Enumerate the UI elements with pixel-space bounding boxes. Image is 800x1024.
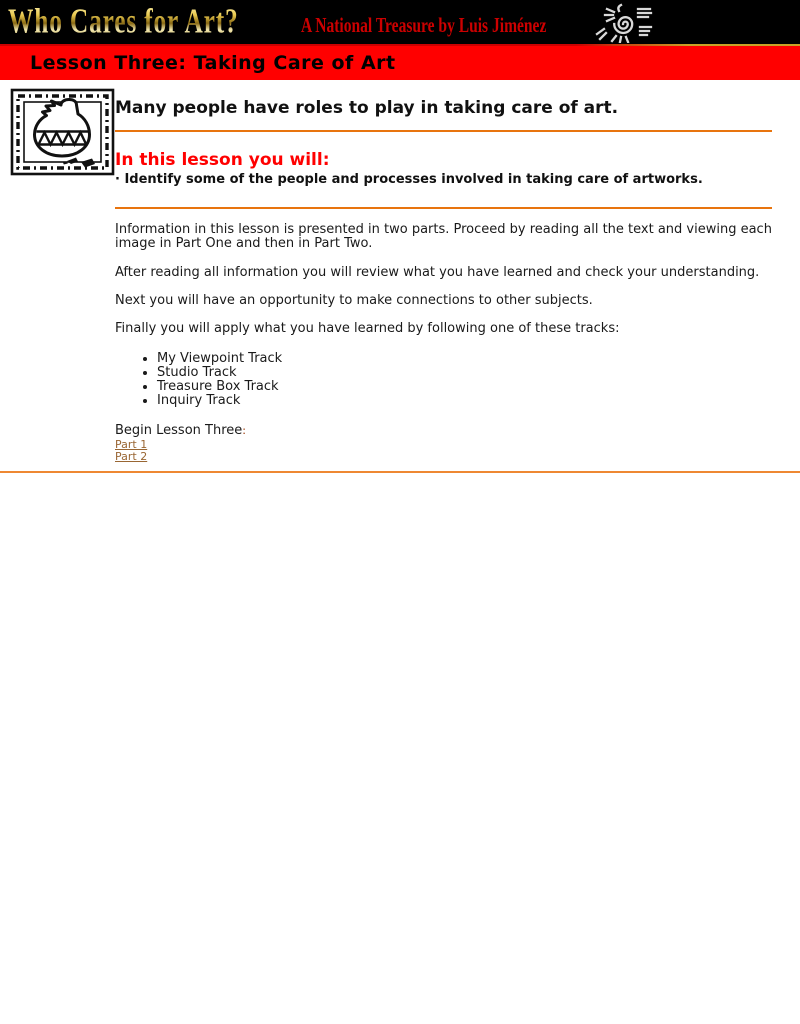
paragraph-parts-info: Information in this lesson is presented in two parts. Proceed by reading all the text and viewing each image in Part One and then in Part Two. bbox=[115, 222, 772, 252]
list-item-studio-track: • Studio Track bbox=[157, 366, 772, 380]
lesson-title-bar bbox=[0, 46, 800, 80]
orange-divider-middle bbox=[115, 207, 772, 209]
lesson-objectives-title: In this lesson you will: bbox=[115, 150, 330, 170]
begin-lesson-label: Begin Lesson Three: bbox=[115, 423, 246, 439]
orange-divider-top bbox=[115, 130, 772, 132]
paragraph-review: After reading all information you will review what you have learned and check your understanding. bbox=[115, 264, 760, 280]
page-heading: Many people have roles to play in taking care of art. bbox=[115, 98, 619, 118]
lesson-icon-column bbox=[10, 88, 115, 180]
site-banner bbox=[0, 0, 800, 46]
broken-pottery-icon bbox=[10, 88, 115, 176]
list-item-my-viewpoint-track: • My Viewpoint Track bbox=[157, 352, 772, 366]
lesson-objective: · Identify some of the people and processes involved in taking care of artworks. bbox=[115, 172, 703, 187]
aztec-bird-icon bbox=[594, 3, 656, 43]
tracks-list bbox=[115, 352, 772, 408]
lesson-text-column bbox=[115, 88, 772, 463]
site-title: Who Cares for Art? bbox=[8, 1, 239, 41]
part-links bbox=[115, 439, 772, 463]
paragraph-tracks-intro: Finally you will apply what you have learned by following one of these tracks: bbox=[115, 321, 620, 337]
orange-divider-bottom bbox=[0, 471, 800, 473]
part-1-link[interactable]: Part 1 bbox=[115, 438, 148, 452]
list-item-inquiry-track: • Inquiry Track bbox=[157, 394, 772, 408]
part-2-link[interactable]: Part 2 bbox=[115, 450, 148, 464]
paragraph-connections: Next you will have an opportunity to make connections to other subjects. bbox=[115, 292, 593, 308]
lesson-content bbox=[0, 80, 800, 463]
banner-subtitle: A National Treasure by Luis Jiménez bbox=[301, 13, 547, 37]
list-item-treasure-box-track: • Treasure Box Track bbox=[157, 380, 772, 394]
lesson-title: Lesson Three: Taking Care of Art bbox=[30, 52, 396, 74]
